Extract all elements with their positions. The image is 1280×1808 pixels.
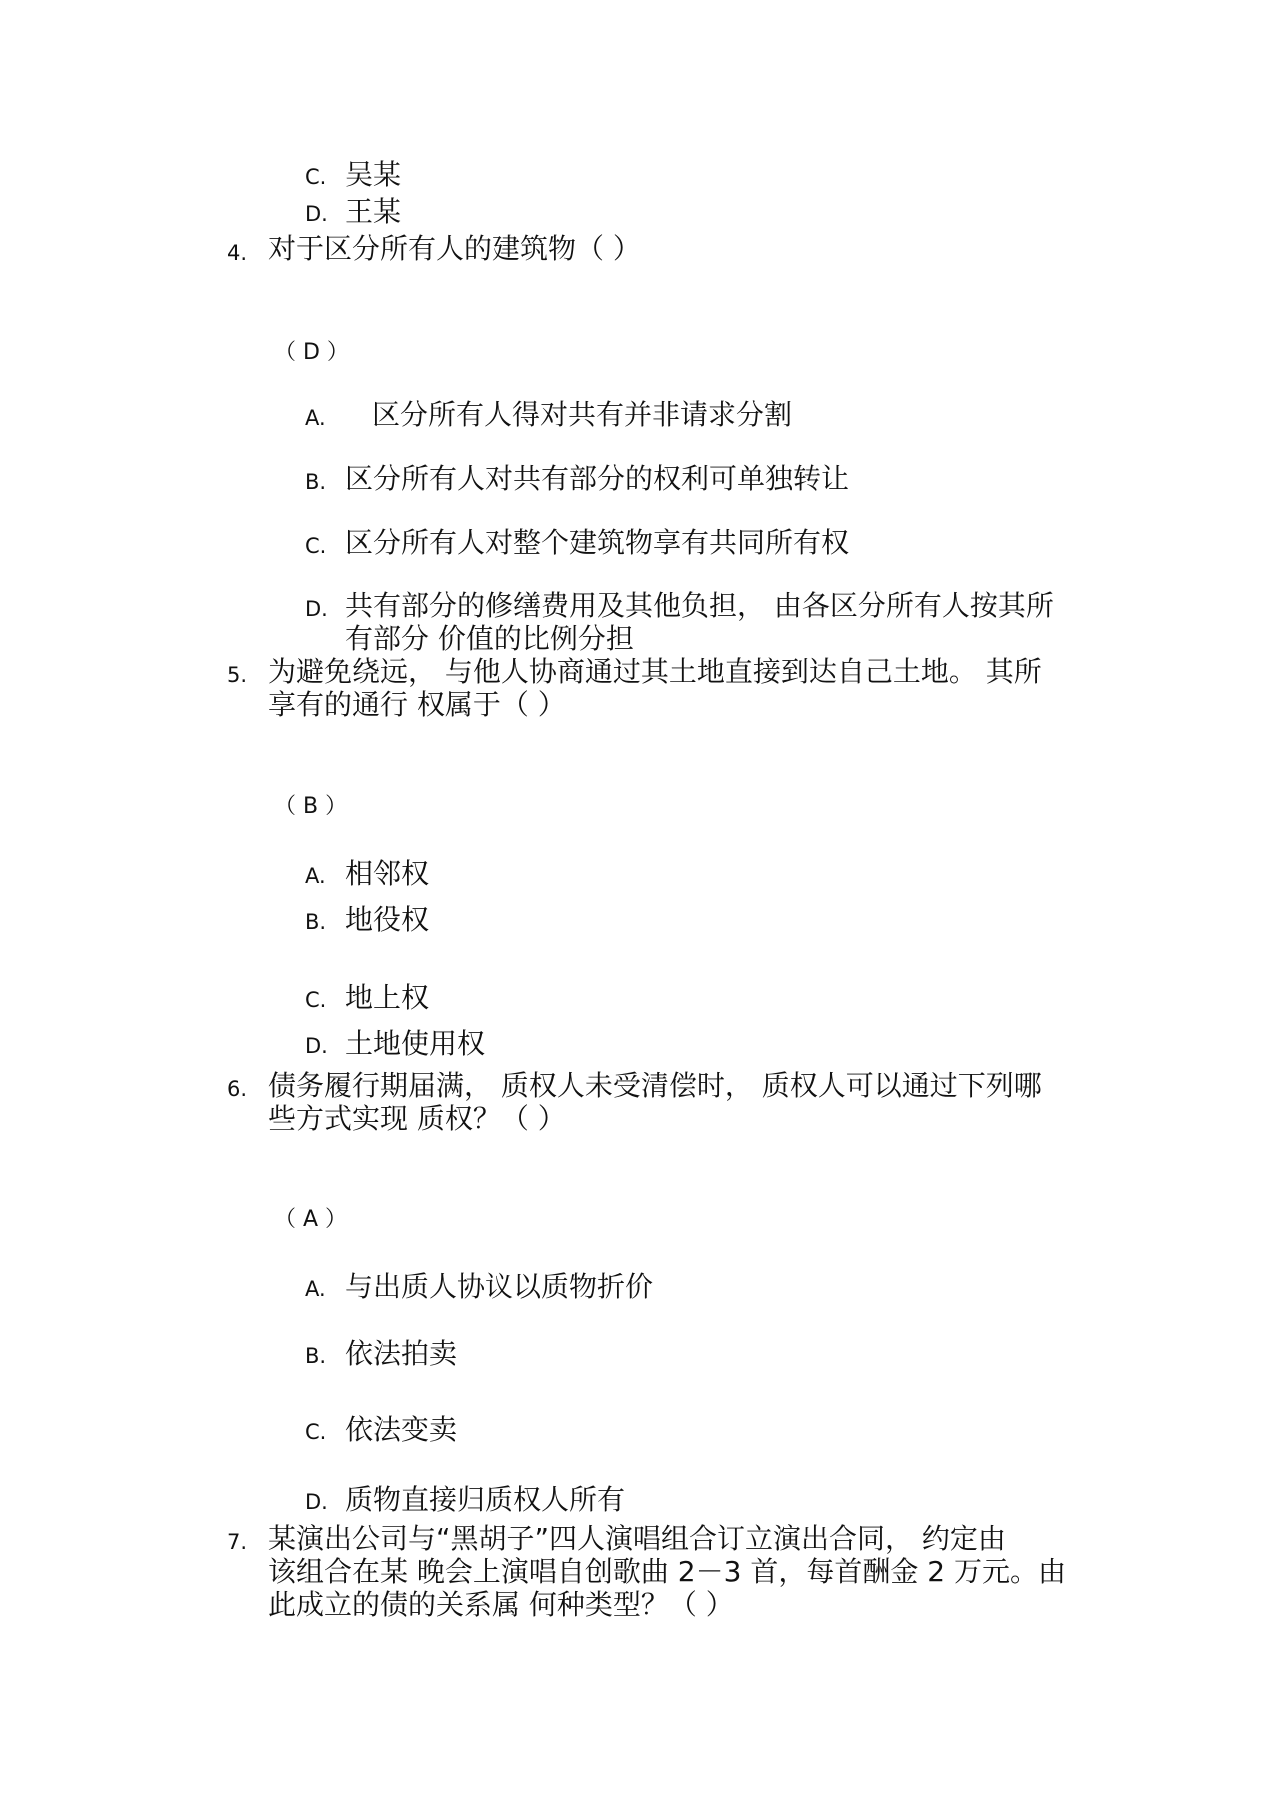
option-text: 地役权 <box>345 903 430 936</box>
question-text: 某演出公司与“黑胡子”四人演唱组合订立演出合同， 约定由 <box>268 1522 1006 1555</box>
option-label: D. <box>305 597 328 621</box>
option-text: 依法变卖 <box>345 1413 458 1446</box>
option-text: 王某 <box>345 195 402 228</box>
option-label: A. <box>305 406 326 430</box>
answer-key: （ D ） <box>274 340 349 365</box>
option-label: B. <box>305 1344 327 1368</box>
question-text-continued: 些方式实现 质权？（ ） <box>268 1102 566 1135</box>
option-text: 区分所有人得对共有并非请求分割 <box>372 398 793 431</box>
option-label: C. <box>305 165 327 189</box>
question-text-continued: 享有的通行 权属于（ ） <box>268 688 566 721</box>
option-label: D. <box>305 202 328 226</box>
option-label: A. <box>305 1277 326 1301</box>
option-text-continued: 有部分 价值的比例分担 <box>345 622 634 655</box>
option-text: 与出质人协议以质物折价 <box>345 1270 654 1303</box>
option-text: 土地使用权 <box>345 1027 486 1060</box>
option-label: C. <box>305 1420 327 1444</box>
option-label: D. <box>305 1034 328 1058</box>
answer-key: （ A ） <box>274 1207 348 1232</box>
option-label: A. <box>305 864 326 888</box>
question-number: 5. <box>227 663 248 687</box>
question-text: 为避免绕远， 与他人协商通过其土地直接到达自己土地。 其所 <box>268 655 1042 688</box>
option-text: 质物直接归质权人所有 <box>345 1483 626 1516</box>
option-text: 依法拍卖 <box>345 1337 458 1370</box>
option-text: 地上权 <box>345 981 430 1014</box>
question-text: 对于区分所有人的建筑物（ ） <box>268 232 641 265</box>
option-label: D. <box>305 1490 328 1514</box>
question-number: 6. <box>227 1077 248 1101</box>
question-text-continued: 此成立的债的关系属 何种类型？（ ） <box>268 1588 734 1621</box>
option-label: B. <box>305 910 327 934</box>
option-label: C. <box>305 988 327 1012</box>
option-text: 吴某 <box>345 158 402 191</box>
option-label: C. <box>305 534 327 558</box>
question-number: 4. <box>227 241 248 265</box>
question-text-continued: 该组合在某 晚会上演唱自创歌曲 2－3 首，每首酬金 2 万元。由 <box>268 1555 1066 1588</box>
option-text: 相邻权 <box>345 857 430 890</box>
question-number: 7. <box>227 1530 248 1554</box>
option-text: 区分所有人对共有部分的权利可单独转让 <box>345 462 850 495</box>
option-label: B. <box>305 470 327 494</box>
question-text: 债务履行期届满， 质权人未受清偿时， 质权人可以通过下列哪 <box>268 1069 1042 1102</box>
option-text: 共有部分的修缮费用及其他负担， 由各区分所有人按其所 <box>345 589 1054 622</box>
option-text: 区分所有人对整个建筑物享有共同所有权 <box>345 526 850 559</box>
answer-key: （ B ） <box>274 794 348 819</box>
